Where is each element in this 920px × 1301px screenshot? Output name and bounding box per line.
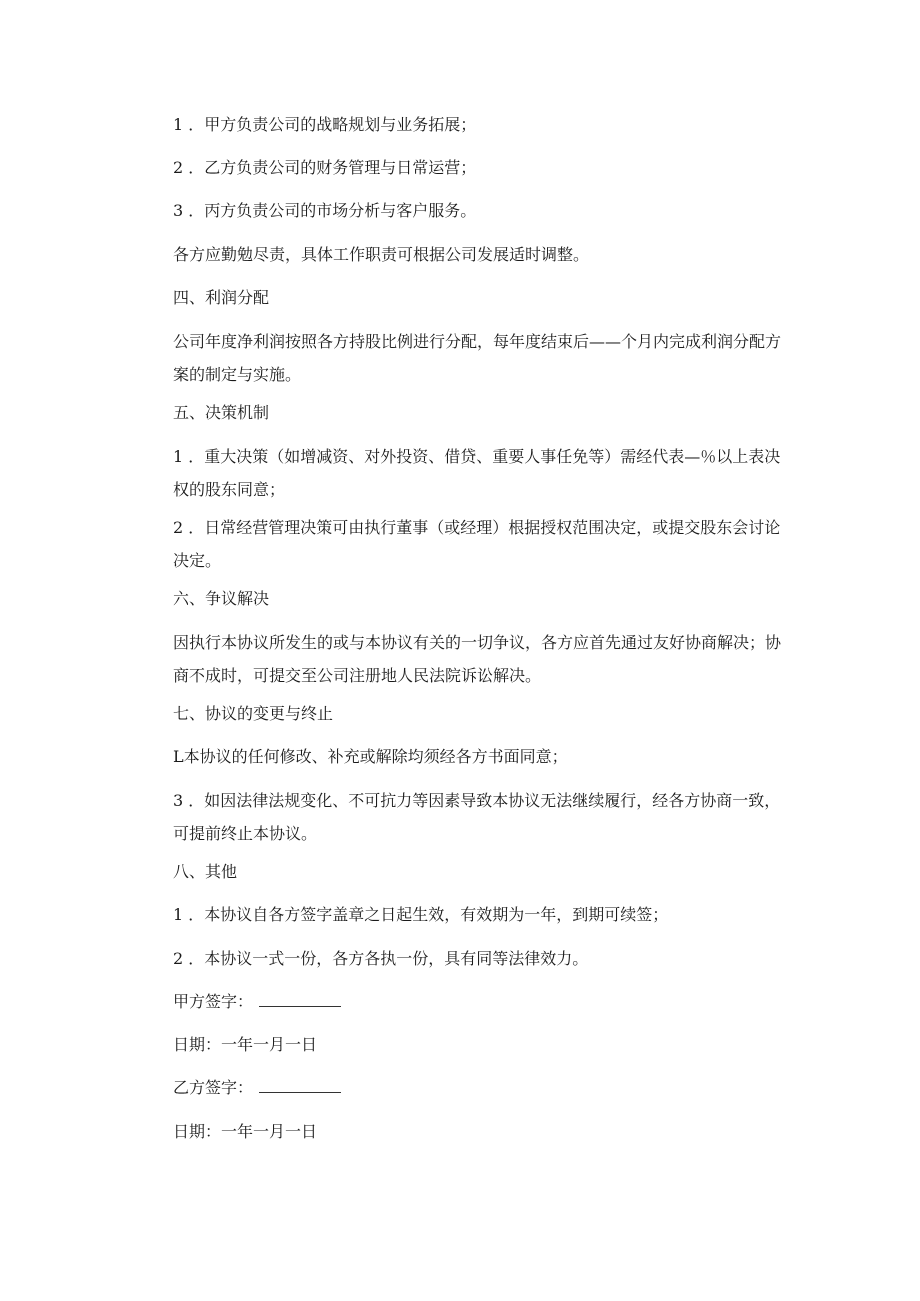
section-5-item-2: 2 ．日常经营管理决策可由执行董事（或经理）根据授权范围决定，或提交股东会讨论决定。 (173, 518, 781, 570)
section-6-heading: 六、争议解决 (173, 589, 270, 608)
duty-item-2: 2 ．乙方负责公司的财务管理与日常运营； (173, 158, 477, 177)
duty-note: 各方应勤勉尽责，具体工作职责可根据公司发展适时调整。 (173, 245, 590, 264)
section-6-body: 因执行本协议所发生的或与本协议有关的一切争议，各方应首先通过友好协商解决；协商不成时，可提交至公司注册地人民法院诉讼解决。 (173, 633, 782, 685)
party-b-signature-row (173, 1076, 341, 1100)
section-5-item-1: 1 ．重大决策（如增减资、对外投资、借贷、重要人事任免等）需经代表—％以上表决权的股东同意； (173, 447, 781, 499)
party-b-signature-label: 乙方签字： (173, 1078, 254, 1097)
section-8-heading: 八、其他 (173, 862, 238, 881)
party-a-signature-row (173, 990, 341, 1014)
section-7-item-3: 3 ．如因法律法规变化、不可抗力等因素导致本协议无法继续履行，经各方协商一致，可提前终止本协议。 (173, 791, 781, 843)
party-b-signature-line[interactable] (259, 1078, 341, 1093)
section-7-heading: 七、协议的变更与终止 (173, 704, 334, 723)
section-8-item-1: 1 ．本协议自各方签字盖章之日起生效，有效期为一年，到期可续签； (173, 905, 669, 924)
section-7-item-1: L本协议的任何修改、补充或解除均须经各方书面同意； (173, 747, 568, 766)
duty-item-1: 1 ．甲方负责公司的战略规划与业务拓展； (173, 115, 477, 134)
section-4-body: 公司年度净利润按照各方持股比例进行分配，每年度结束后——个月内完成利润分配方案的制定与实施。 (173, 332, 782, 384)
duty-item-3: 3 ．丙方负责公司的市场分析与客户服务。 (173, 201, 477, 220)
party-a-signature-label: 甲方签字： (173, 992, 254, 1011)
party-b-date: 日期：一年一月一日 (173, 1122, 318, 1141)
party-a-date: 日期：一年一月一日 (173, 1035, 318, 1054)
section-5-heading: 五、决策机制 (173, 403, 270, 422)
section-8-item-2: 2 ．本协议一式一份，各方各执一份，具有同等法律效力。 (173, 949, 589, 968)
party-a-signature-line[interactable] (259, 992, 341, 1007)
section-4-heading: 四、利润分配 (173, 288, 270, 307)
